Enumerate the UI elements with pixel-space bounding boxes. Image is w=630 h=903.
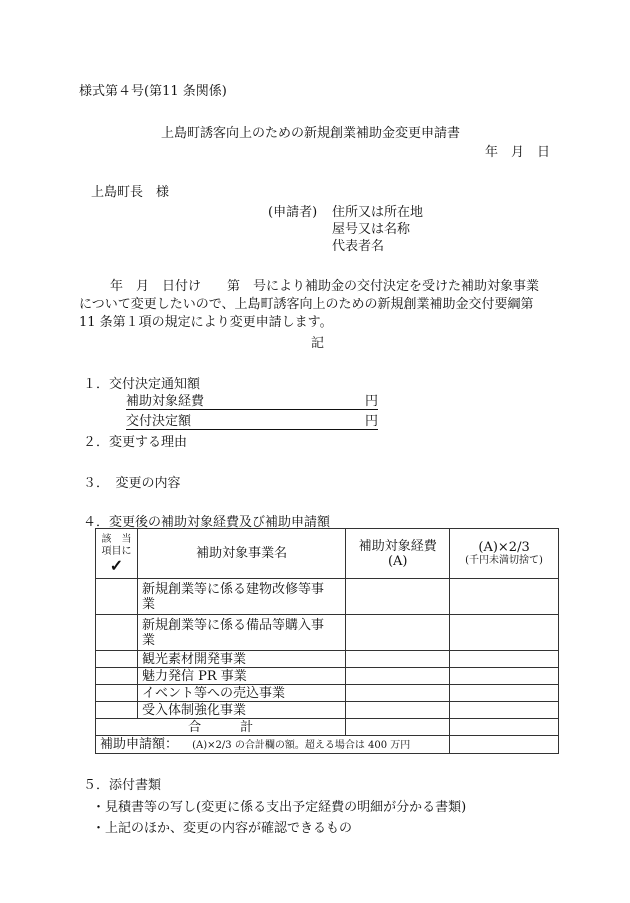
body-line-3: 11 条第１項の規定により変更申請します。	[79, 315, 333, 330]
row-decision-label: 交付決定額	[126, 414, 192, 429]
applicant-name: 屋号又は名称	[332, 222, 411, 237]
row-cost-label: 補助対象経費	[126, 394, 205, 409]
section-3-heading: ３． 変更の内容	[83, 476, 181, 491]
row-name: 魅力発信 PR 事業	[137, 668, 345, 685]
row-name	[137, 615, 345, 651]
form-number: 様式第４号(第11 条関係)	[79, 84, 227, 99]
header-rate-line2: (千円未満切捨て)	[465, 555, 543, 566]
section-1-heading: １．交付決定通知額	[83, 377, 201, 392]
row-decision-unit: 円	[364, 414, 378, 429]
row-check-cell[interactable]	[96, 702, 138, 719]
row-rate-cell[interactable]	[450, 702, 559, 719]
row-cost-cell[interactable]	[346, 651, 450, 668]
total-cost-cell[interactable]	[346, 719, 450, 736]
table-row	[96, 668, 559, 685]
row-name-line1: 新規創業等に係る建物改修等事	[141, 581, 324, 597]
body-line-2: について変更したいので、上島町誘客向上のための新規創業補助金交付要綱第	[79, 297, 534, 312]
header-check-line1: 該 当	[101, 534, 132, 545]
header-check-cell	[96, 529, 138, 579]
table-row	[96, 615, 559, 651]
attachment-1: ・見積書等の写し(変更に係る支出予定経費の明細が分かる書類)	[92, 800, 467, 815]
row-check-cell[interactable]	[96, 685, 138, 702]
header-check-line2: 項目に	[101, 546, 132, 557]
total-rate-cell[interactable]	[450, 719, 559, 736]
body-line-1: 年 月 日付け 第 号により補助金の交付決定を受けた補助対象事業	[97, 279, 540, 294]
row-cost-cell[interactable]	[346, 579, 450, 615]
total-label: 合 計	[96, 719, 346, 736]
section-2-heading: ２．変更する理由	[83, 435, 188, 450]
request-label: 補助申請額：	[100, 737, 179, 752]
addressee: 上島町長 様	[91, 185, 170, 200]
header-cost-line1: 補助対象経費	[358, 538, 437, 554]
row-cost-cell[interactable]	[346, 702, 450, 719]
section-5-heading: ５．添付書類	[83, 778, 162, 793]
table-row	[96, 685, 559, 702]
header-rate-line1: (A)×2/3	[478, 540, 530, 555]
request-note: (A)×2/3 の合計欄の額。超える場合は 400 万円	[192, 740, 411, 751]
request-label-cell	[96, 736, 450, 754]
row-rate-cell[interactable]	[450, 668, 559, 685]
expense-table	[95, 528, 559, 754]
applicant-representative: 代表者名	[332, 239, 385, 254]
applicant-label: (申請者)	[268, 205, 318, 220]
request-row	[96, 736, 559, 754]
section-1-row-decision	[126, 410, 378, 430]
row-cost-cell[interactable]	[346, 685, 450, 702]
row-name: 受入体制強化事業	[137, 702, 345, 719]
check-mark-icon: ✓	[109, 556, 124, 575]
row-rate-cell[interactable]	[450, 579, 559, 615]
section-1-row-cost	[126, 390, 378, 410]
row-check-cell[interactable]	[96, 651, 138, 668]
row-rate-cell[interactable]	[450, 651, 559, 668]
row-check-cell[interactable]	[96, 615, 138, 651]
row-name: 観光素材開発事業	[137, 651, 345, 668]
ki-mark: 記	[311, 336, 325, 351]
applicant-address: 住所又は所在地	[332, 205, 424, 220]
row-check-cell[interactable]	[96, 668, 138, 685]
header-cost-cell	[346, 529, 450, 579]
table-row	[96, 579, 559, 615]
header-name: 補助対象事業名	[137, 529, 345, 579]
attachment-2: ・上記のほか、変更の内容が確認できるもの	[92, 821, 353, 836]
request-amount-cell[interactable]	[450, 736, 559, 754]
row-name-line2: 業	[141, 596, 155, 612]
row-rate-cell[interactable]	[450, 685, 559, 702]
row-check-cell[interactable]	[96, 579, 138, 615]
section-4-heading: ４．変更後の補助対象経費及び補助申請額	[83, 515, 331, 530]
date-line: 年 月 日	[485, 145, 551, 160]
header-cost-line2: (A)	[387, 553, 408, 569]
row-name	[137, 579, 345, 615]
row-cost-cell[interactable]	[346, 668, 450, 685]
row-name: イベント等への売込事業	[137, 685, 345, 702]
row-cost-cell[interactable]	[346, 615, 450, 651]
row-name-line2: 業	[141, 632, 155, 648]
table-row	[96, 702, 559, 719]
total-row	[96, 719, 559, 736]
row-cost-unit: 円	[364, 394, 378, 409]
table-header	[96, 529, 559, 579]
row-name-line1: 新規創業等に係る備品等購入事	[141, 617, 324, 633]
document-title: 上島町誘客向上のための新規創業補助金変更申請書	[161, 126, 461, 141]
table-row	[96, 651, 559, 668]
header-rate-cell	[450, 529, 559, 579]
row-rate-cell[interactable]	[450, 615, 559, 651]
